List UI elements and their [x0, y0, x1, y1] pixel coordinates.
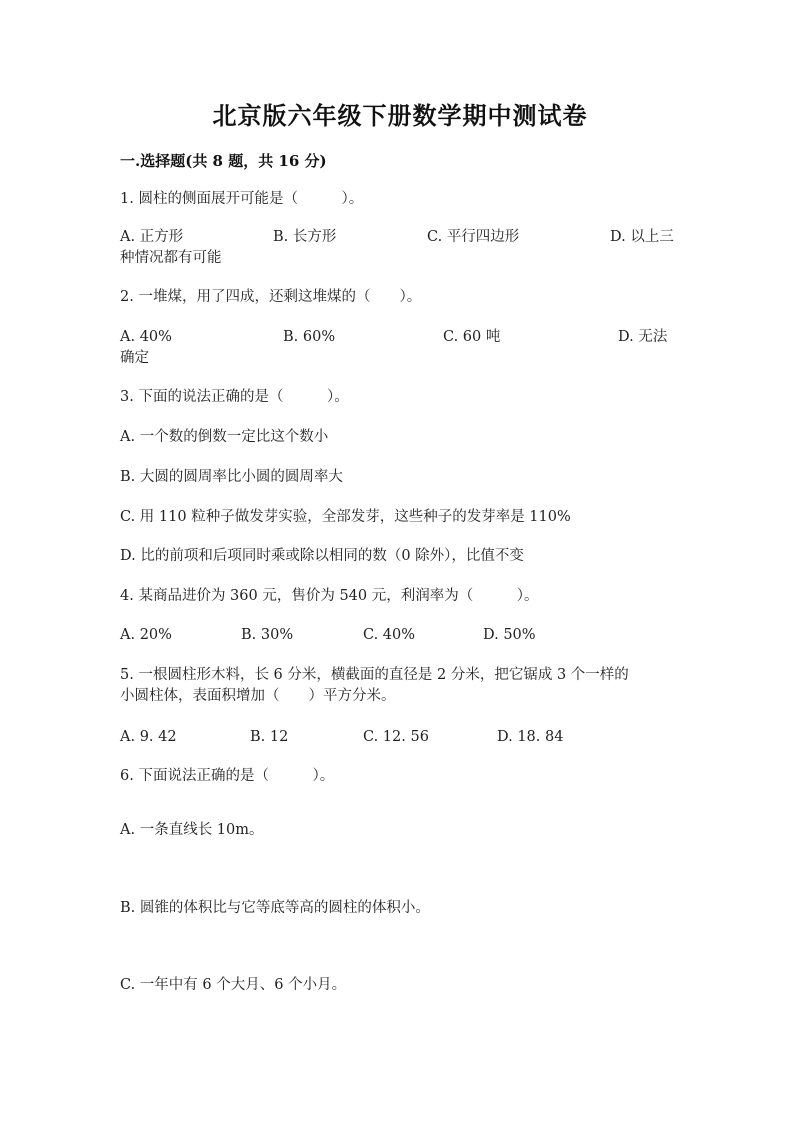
question-1-option-d-continued: 种情况都有可能	[120, 250, 222, 266]
question-1-stem: 1. 圆柱的侧面展开可能是（ ）。	[120, 191, 364, 207]
question-5-option-a: A. 9. 42	[120, 729, 177, 745]
question-1-option-d: D. 以上三	[610, 229, 674, 245]
question-2-option-c: C. 60 吨	[443, 329, 501, 345]
question-2-option-b: B. 60%	[283, 329, 336, 345]
question-2-option-a: A. 40%	[120, 329, 172, 345]
section-heading: 一.选择题(共 8 题，共 16 分)	[120, 152, 327, 170]
question-6-option-b: B. 圆锥的体积比与它等底等高的圆柱的体积小。	[120, 900, 430, 916]
question-5-stem-line-1: 5. 一根圆柱形木料，长 6 分米，横截面的直径是 2 分米，把它锯成 3 个一样的	[120, 667, 629, 683]
question-5-option-c: C. 12. 56	[363, 729, 429, 745]
question-6-option-a: A. 一条直线长 10m。	[120, 822, 264, 838]
question-5-option-b: B. 12	[250, 729, 289, 745]
question-3-option-b: B. 大圆的圆周率比小圆的圆周率大	[120, 469, 343, 485]
question-3-option-a: A. 一个数的倒数一定比这个数小	[120, 429, 329, 445]
question-3-option-c: C. 用 110 粒种子做发芽实验，全部发芽，这些种子的发芽率是 110%	[120, 509, 571, 525]
question-1-option-c: C. 平行四边形	[427, 229, 520, 245]
question-2-option-d-continued: 确定	[120, 350, 149, 366]
question-4-option-c: C. 40%	[363, 627, 416, 643]
question-3-option-d: D. 比的前项和后项同时乘或除以相同的数（0 除外），比值不变	[120, 548, 524, 564]
page-title: 北京版六年级下册数学期中测试卷	[212, 101, 588, 130]
question-6-stem: 6. 下面说法正确的是（ ）。	[120, 768, 335, 784]
question-5-option-d: D. 18. 84	[497, 729, 564, 745]
question-4-stem: 4. 某商品进价为 360 元，售价为 540 元，利润率为（ ）。	[120, 588, 539, 604]
question-4-option-a: A. 20%	[120, 627, 172, 643]
question-1-option-a: A. 正方形	[120, 229, 184, 245]
question-2-stem: 2. 一堆煤，用了四成，还剩这堆煤的（ ）。	[120, 289, 422, 305]
question-3-stem: 3. 下面的说法正确的是（ ）。	[120, 389, 349, 405]
question-6-option-c: C. 一年中有 6 个大月、6 个小月。	[120, 977, 347, 993]
question-2-option-d: D. 无法	[618, 329, 668, 345]
question-1-option-b: B. 长方形	[273, 229, 337, 245]
question-4-option-b: B. 30%	[241, 627, 294, 643]
question-4-option-d: D. 50%	[483, 627, 536, 643]
question-5-stem-line-2: 小圆柱体，表面积增加（ ）平方分米。	[120, 688, 396, 704]
